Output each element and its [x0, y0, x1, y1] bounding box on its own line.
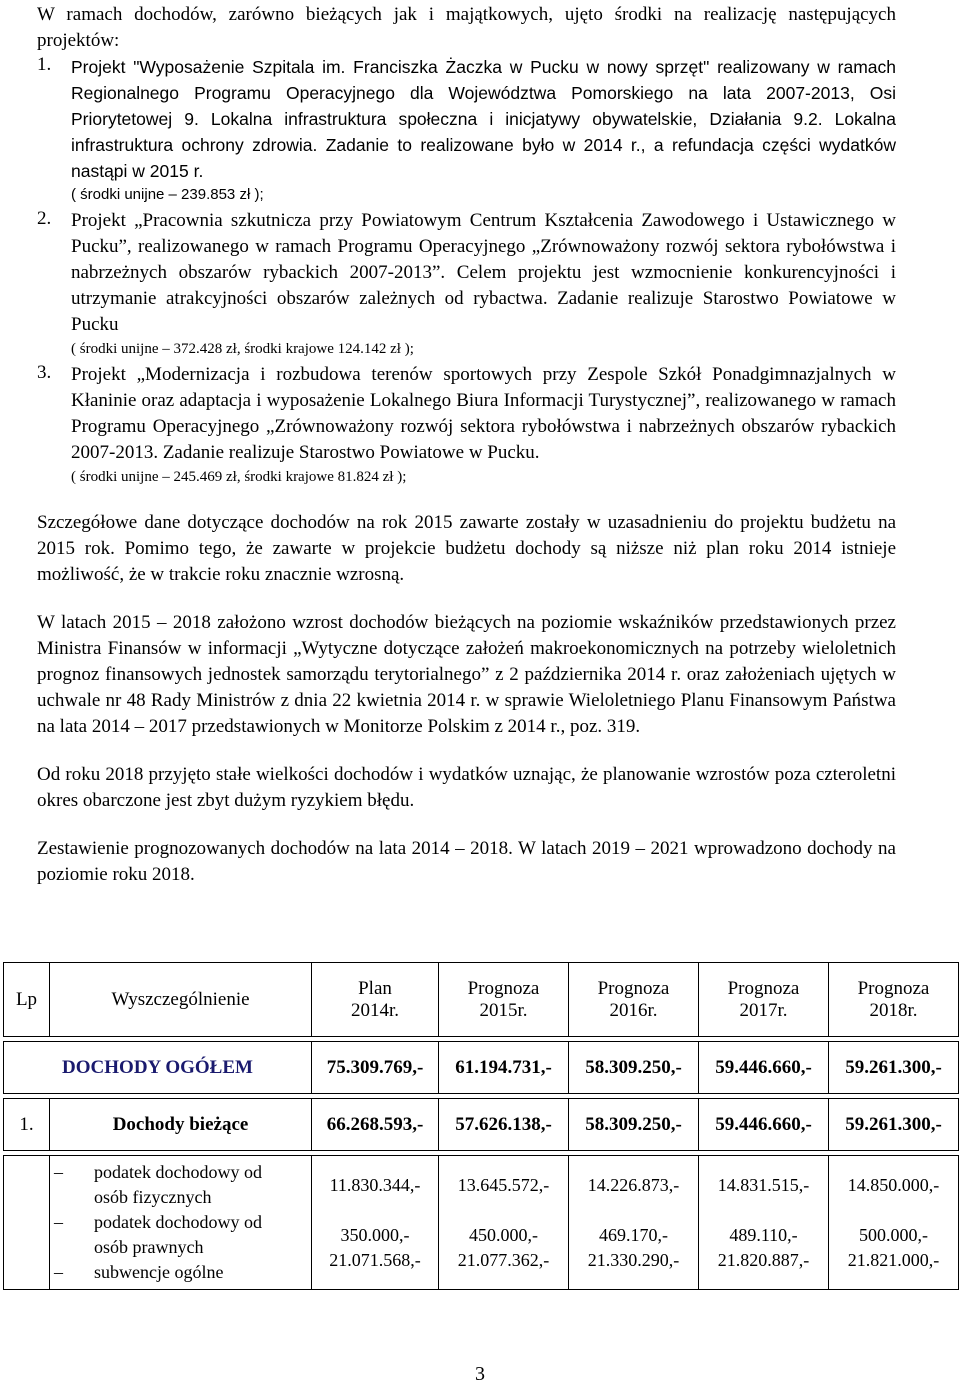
- cell-value: 66.268.593,-: [312, 1099, 439, 1151]
- header-description: Wyszczególnienie: [50, 963, 312, 1037]
- header-2016: Prognoza 2016r.: [569, 963, 699, 1037]
- details-2018: 14.850.000,- 500.000,- 21.821.000,-: [829, 1156, 959, 1290]
- cell-value: 58.309.250,-: [569, 1099, 699, 1151]
- header-2018: Prognoza 2018r.: [829, 963, 959, 1037]
- details-2015: 13.645.572,- 450.000,- 21.077.362,-: [439, 1156, 569, 1290]
- project-text: Projekt „Modernizacja i rozbudowa terenów sportowych przy Zespole Szkół Ponadgimnazjalnych w Kłaninie oraz adaptacja i wyposażenie Lokalnego Biura Informacji Turystycznej”, realizowanego w ramach Programu Operacyjnego „Zrównoważony rozwój sektora rybołówstwa i nabrzeżnych obszarów rybackich 2007-2013. Zadanie realizuje Starostwo Powiatowe w Pucku.: [71, 364, 896, 463]
- cell-value: 59.261.300,-: [829, 1042, 959, 1094]
- intro-paragraph: W ramach dochodów, zarówno bieżących jak i majątkowych, ujęto środki na realizację następujących projektów:: [37, 4, 896, 51]
- project-item-3: [37, 362, 896, 488]
- document-page: [37, 0, 896, 888]
- project-number: 1.: [37, 54, 52, 75]
- details-2016: 14.226.873,- 469.170,- 21.330.290,-: [569, 1156, 699, 1290]
- project-text: Projekt "Wyposażenie Szpitala im. Franciszka Żaczka w Pucku w nowy sprzęt" realizowany w ramach Regionalnego Programu Operacyjnego dla Województwa Pomorskiego na lata 2007-2013, Osi Priorytetowej 9. Lokalna infrastruktura społeczna i inicjatywy obywatelskie, Działania 9.2. Lokalna infrastruktura ochrony zdrowia. Zadanie to realizowane było w 2014 r., a refundacja części wydatków nastąpi w 2015 r.: [71, 57, 896, 181]
- project-item-1: [37, 54, 896, 206]
- body-paragraph: Od roku 2018 przyjęto stałe wielkości dochodów i wydatków uznając, że planowanie wzrostów poza czteroletni okres obarczone jest zbyt dużym ryzykiem błędu.: [37, 764, 896, 811]
- cell-value: 57.626.138,-: [439, 1099, 569, 1151]
- cell-value: 59.261.300,-: [829, 1099, 959, 1151]
- project-item-2: [37, 208, 896, 360]
- cell-value: 58.309.250,-: [569, 1042, 699, 1094]
- project-number: 3.: [37, 362, 52, 383]
- body-paragraph: Szczegółowe dane dotyczące dochodów na rok 2015 zawarte zostały w uzasadnieniu do projektu budżetu na 2015 rok. Pomimo tego, że zawarte w projekcie budżetu dochody są niższe niż plan roku 2014 istnieje możliwość, że w trakcie roku znacznie wzrosną.: [37, 512, 896, 585]
- project-funds: ( środki unijne – 245.469 zł, środki krajowe 81.824 zł );: [71, 469, 407, 485]
- cell-value: 59.446.660,-: [699, 1042, 829, 1094]
- project-funds: ( środki unijne – 239.853 zł );: [71, 186, 264, 203]
- project-text: Projekt „Pracownia szkutnicza przy Powiatowym Centrum Kształcenia Zawodowego i Ustawicznego w Pucku”, realizowanego w ramach Programu Operacyjnego „Zrównoważony rozwój sektora rybołówstwa i nabrzeżnych obszarów rybackich 2007-2013”. Celem projektu jest wzmocnienie konkurencyjności i utrzymanie atrakcyjności obszarów zależnych od rybactwa. Zadanie realizuje Starostwo Powiatowe w Pucku: [71, 210, 896, 335]
- details-labels: [50, 1156, 312, 1290]
- cell-value: 75.309.769,-: [312, 1042, 439, 1094]
- header-2014: Plan 2014r.: [312, 963, 439, 1037]
- list-item: – podatek dochodowy od osób fizycznych: [54, 1162, 262, 1207]
- header-lp: Lp: [4, 963, 50, 1037]
- cell-value: 61.194.731,-: [439, 1042, 569, 1094]
- details-2017: 14.831.515,- 489.110,- 21.820.887,-: [699, 1156, 829, 1290]
- header-2017: Prognoza 2017r.: [699, 963, 829, 1037]
- row-lp: 1.: [4, 1099, 50, 1151]
- details-2014: 11.830.344,- 350.000,- 21.071.568,-: [312, 1156, 439, 1290]
- income-forecast-table: [3, 962, 959, 1290]
- row-label: Dochody bieżące: [50, 1099, 312, 1151]
- cell-value: 59.446.660,-: [699, 1099, 829, 1151]
- body-paragraph: Zestawienie prognozowanych dochodów na lata 2014 – 2018. W latach 2019 – 2021 wprowadzono dochody na poziomie roku 2018.: [37, 838, 896, 885]
- list-item: – podatek dochodowy od osób prawnych: [54, 1212, 262, 1257]
- page-number: 3: [475, 1363, 485, 1385]
- header-2015: Prognoza 2015r.: [439, 963, 569, 1037]
- table-row-total: [4, 1042, 959, 1094]
- list-item: – subwencje ogólne: [54, 1262, 224, 1282]
- project-number: 2.: [37, 208, 52, 229]
- total-label: DOCHODY OGÓŁEM: [4, 1042, 312, 1094]
- body-paragraph: W latach 2015 – 2018 założono wzrost dochodów bieżących na poziomie wskaźników przedstawionych przez Ministra Finansów w informacji „Wytyczne dotyczące założeń makroekonomicznych na potrzeby wieloletnich prognoz finansowych jednostek samorządu terytorialnego” z 2 października 2014 r. oraz założeniach ujętych w uchwale nr 48 Rady Ministrów z dnia 22 kwietnia 2014 r. w sprawie Wieloletniego Planu Finansowym Państwa na lata 2014 – 2017 przedstawionych w Monitorze Polskim z 2014 r., poz. 319.: [37, 612, 896, 737]
- project-funds: ( środki unijne – 372.428 zł, środki krajowe 124.142 zł );: [71, 341, 414, 357]
- table-row-current-income: [4, 1099, 959, 1151]
- table-row-details: [4, 1156, 959, 1290]
- table-header-row: [4, 963, 959, 1037]
